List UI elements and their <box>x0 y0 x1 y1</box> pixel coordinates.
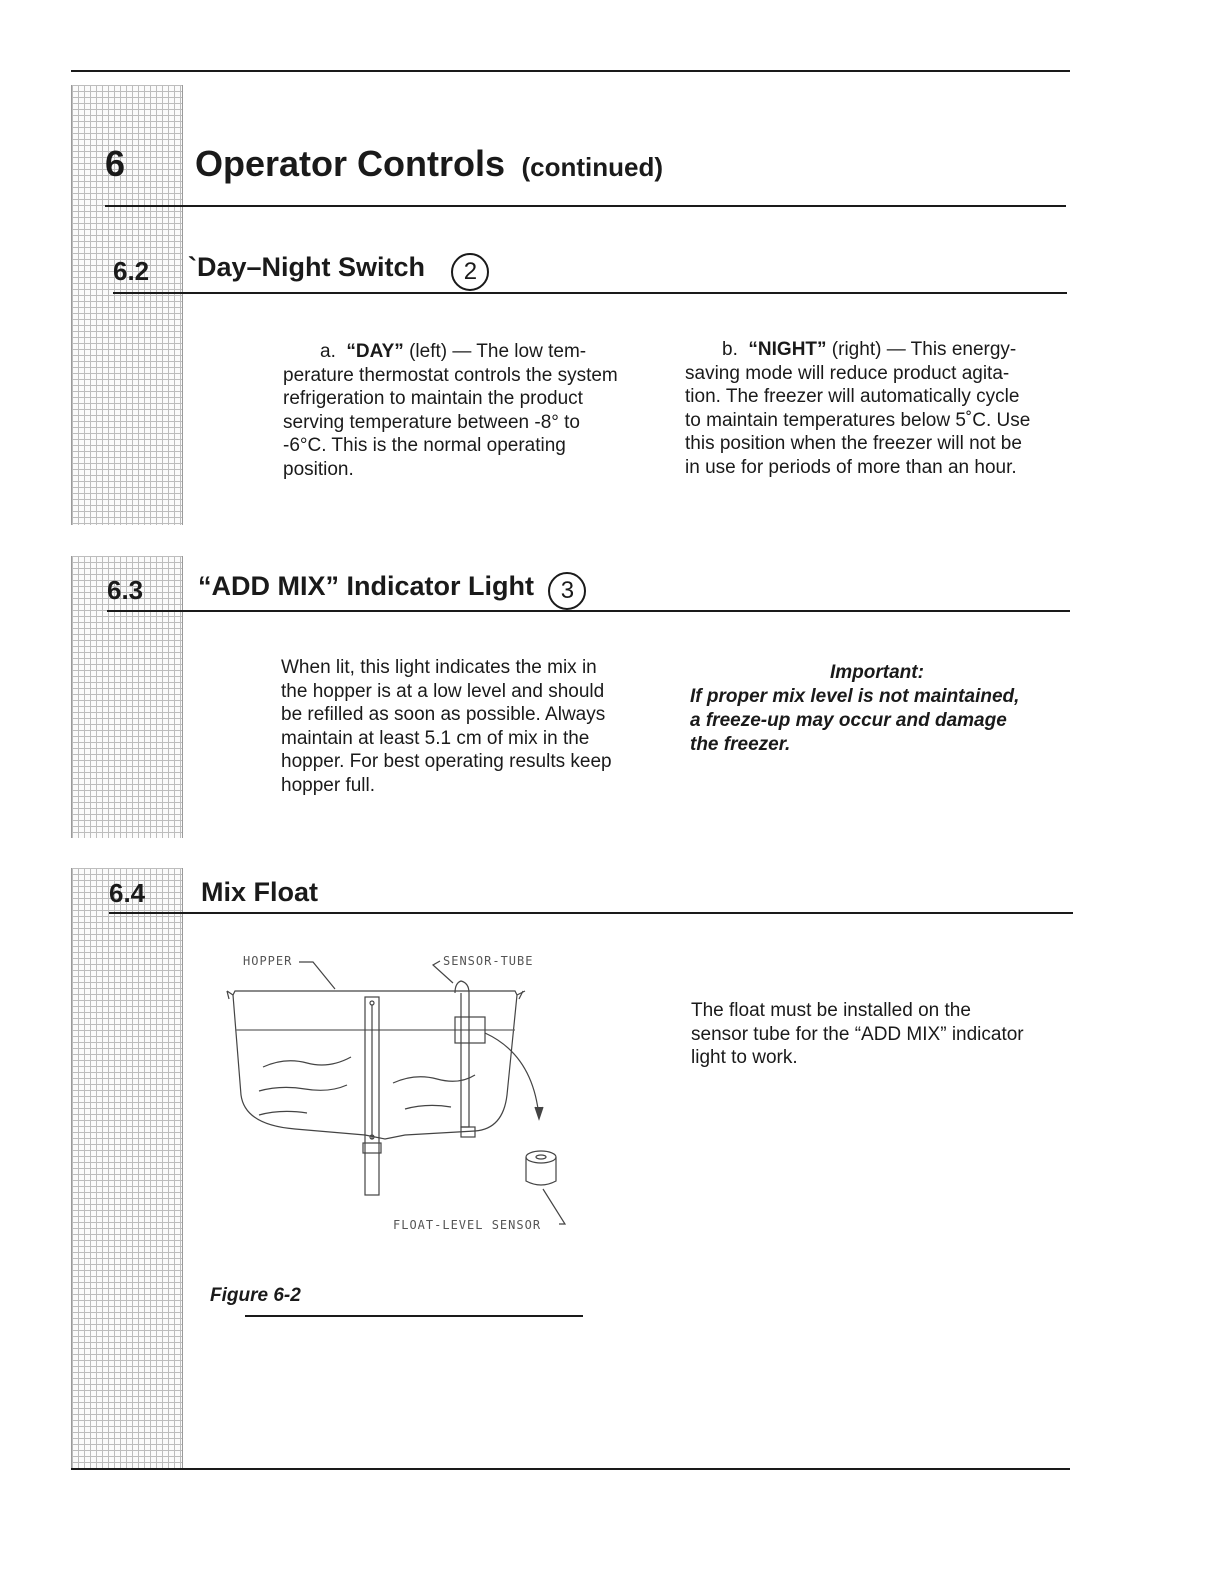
day-first-line <box>283 340 673 364</box>
day-line: perature thermostat controls the system <box>283 364 618 386</box>
day-line: position. <box>283 458 354 480</box>
sensor-tube-label: SENSOR-TUBE <box>443 954 534 968</box>
day-description <box>283 340 673 482</box>
hopper-label: HOPPER <box>243 954 293 968</box>
mix-float-line: sensor tube for the “ADD MIX” indicator <box>691 1023 1024 1045</box>
night-description <box>685 338 1085 480</box>
add-mix-line: hopper full. <box>281 774 376 796</box>
section-6-4-title: Mix Float <box>201 877 319 907</box>
important-heading: Important: <box>830 662 924 683</box>
night-line: saving mode will reduce product agita- <box>685 362 1010 384</box>
day-line: -6°C. This is the normal operating <box>283 435 566 457</box>
mix-float-diagram <box>215 945 585 1245</box>
chapter-continued: (continued) <box>521 152 664 182</box>
night-line: to maintain temperatures below 5˚C. Use <box>685 409 1031 431</box>
add-mix-line: be refilled as soon as possible. Always <box>281 704 606 726</box>
night-line: in use for periods of more than an hour. <box>685 456 1017 478</box>
bottom-rule <box>71 1468 1070 1470</box>
section-6-4-number: 6.4 <box>109 878 146 908</box>
day-keyword: “DAY” <box>346 341 404 362</box>
mix-float-description <box>691 999 1091 1070</box>
night-first-line-rest: (right) — This energy- <box>826 339 1017 360</box>
section-6-2-number: 6.2 <box>113 256 150 286</box>
night-line: tion. The freezer will automatically cycle <box>685 386 1020 408</box>
section-6-3-number: 6.3 <box>107 575 144 605</box>
section-6-2-rule <box>113 292 1067 294</box>
top-rule <box>71 70 1070 72</box>
important-line: a freeze-up may occur and damage <box>690 710 1007 731</box>
day-first-line-rest: (left) — The low tem- <box>403 341 587 362</box>
important-line: the freezer. <box>690 734 791 755</box>
chapter-title: Operator Controls <box>195 143 506 184</box>
figure-caption: Figure 6-2 <box>210 1285 301 1306</box>
night-first-line <box>685 338 1085 362</box>
add-mix-line: hopper. For best operating results keep <box>281 751 612 773</box>
section-6-2-heading <box>188 252 489 291</box>
mix-float-line: The float must be installed on the <box>691 1000 971 1021</box>
chapter-heading <box>195 143 663 185</box>
add-mix-description <box>281 656 671 798</box>
callout-3-badge: 3 <box>548 572 586 610</box>
margin-grid-6-4 <box>71 868 183 1468</box>
float-sensor-label: FLOAT-LEVEL SENSOR <box>393 1218 542 1232</box>
important-line: If proper mix level is not maintained, <box>690 686 1020 707</box>
day-line: serving temperature between -8° to <box>283 411 580 433</box>
margin-grid-chapter <box>71 85 183 525</box>
night-prefix: b. <box>722 339 738 360</box>
section-6-3-title: “ADD MIX” Indicator Light <box>198 571 534 601</box>
day-prefix: a. <box>320 341 336 362</box>
add-mix-line: the hopper is at a low level and should <box>281 680 605 702</box>
night-line: this position when the freezer will not be <box>685 433 1022 455</box>
chapter-number: 6 <box>105 143 126 184</box>
mix-float-line: light to work. <box>691 1047 798 1069</box>
day-line: refrigeration to maintain the product <box>283 388 583 410</box>
chapter-rule <box>105 205 1066 207</box>
add-mix-line: maintain at least 5.1 cm of mix in the <box>281 727 590 749</box>
section-6-4-rule <box>109 912 1073 914</box>
add-mix-line: When lit, this light indicates the mix in <box>281 657 597 678</box>
callout-2-badge: 2 <box>451 253 489 291</box>
night-keyword: “NIGHT” <box>748 339 827 360</box>
section-6-3-heading <box>198 571 586 610</box>
figure-rule <box>245 1315 583 1317</box>
important-note <box>690 661 1090 757</box>
section-6-2-title: `Day–Night Switch <box>188 252 426 282</box>
section-6-3-rule <box>107 610 1070 612</box>
